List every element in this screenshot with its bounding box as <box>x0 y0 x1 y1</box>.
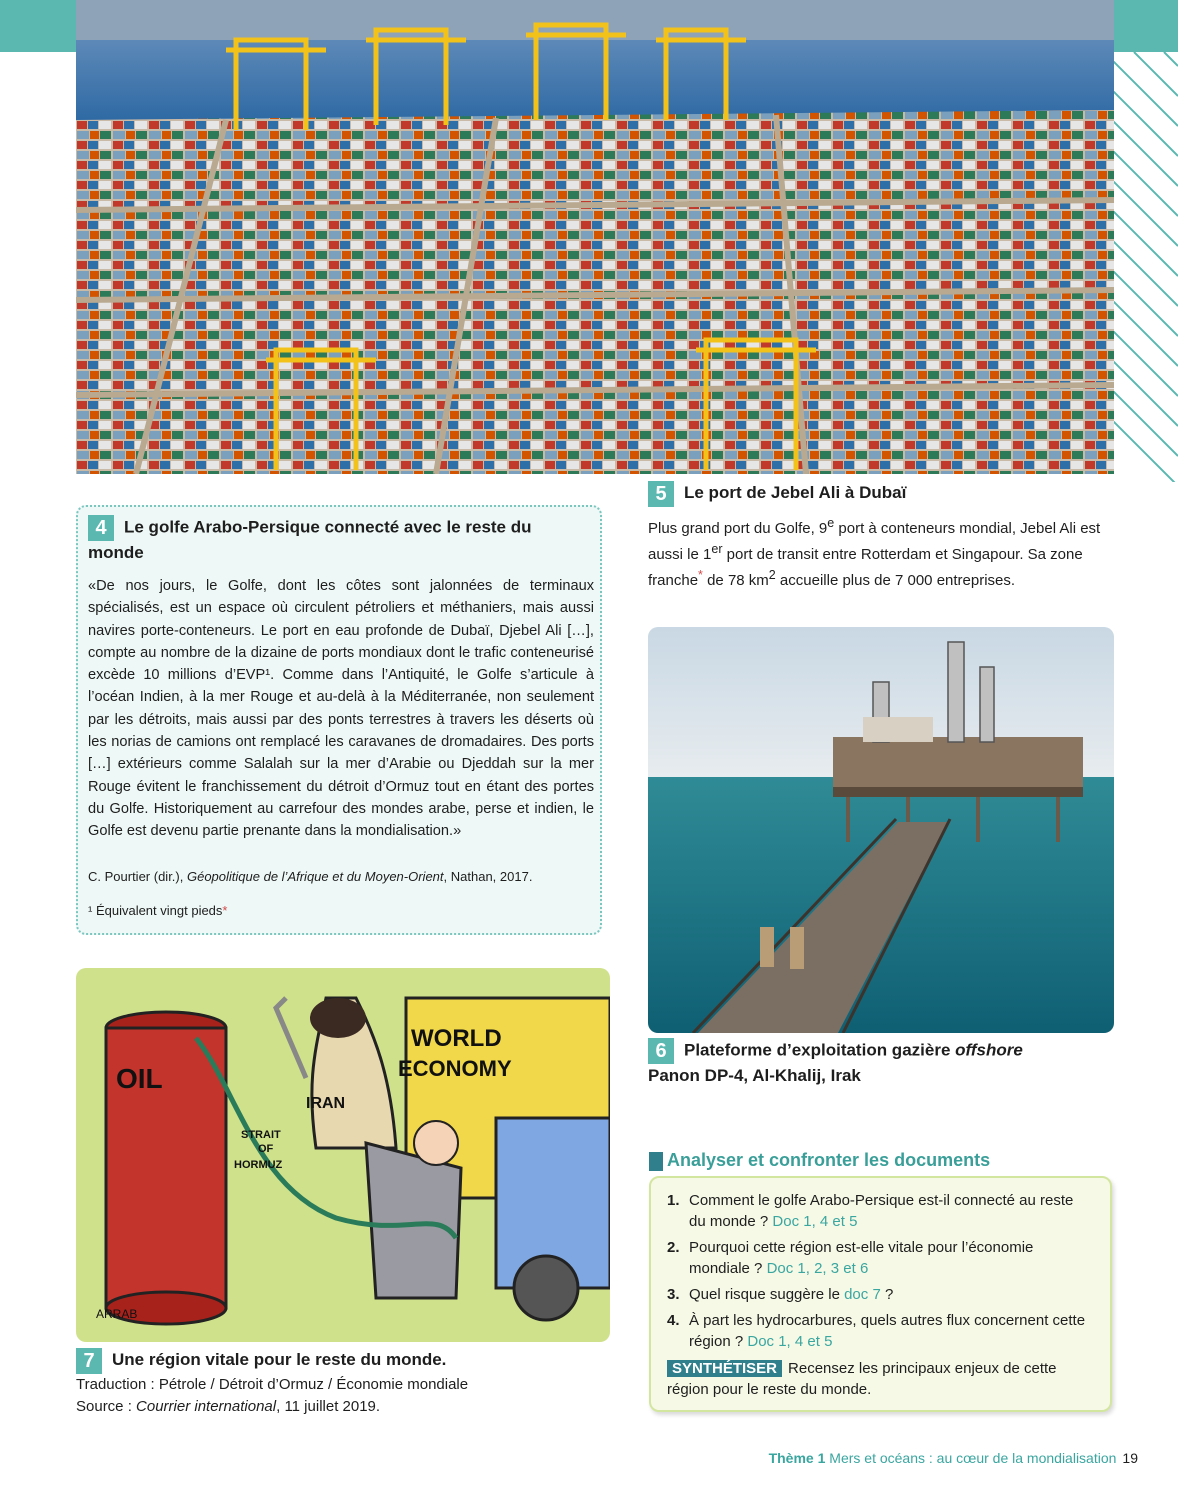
doc4-title-row <box>88 515 588 565</box>
cartoon-hormuz-label: HORMUZ <box>234 1159 283 1171</box>
doc5-number: 5 <box>648 481 674 507</box>
doc6-subtitle: Panon DP-4, Al-Khalij, Irak <box>648 1066 861 1085</box>
analyse-section <box>649 1150 1112 1412</box>
cartoon-of-label: OF <box>258 1143 274 1155</box>
synthesis-tag: SYNTHÉTISER <box>667 1360 782 1377</box>
page-footer: Thème 1 Mers et océans : au cœur de la mondialisation 19 <box>768 1450 1138 1466</box>
stripe-decor <box>1114 52 1178 482</box>
port-photo <box>76 0 1114 474</box>
doc5-title: Le port de Jebel Ali à Dubaï <box>684 483 907 503</box>
doc7-caption <box>76 1348 606 1418</box>
cartoon-strait-label: STRAIT <box>241 1129 281 1141</box>
doc5-text: Plus grand port du Golfe, 9e port à conteneurs mondial, Jebel Ali est aussi le 1er port de transit entre Rotterdam et Singapour. Sa zone franche* de 78 $km^2$ accueille plus de 7 000 entreprises. <box>648 516 1101 589</box>
doc6-title-italic: offshore <box>955 1040 1023 1060</box>
offshore-platform-photo <box>648 627 1114 1033</box>
analyse-heading: Analyser et confronter les documents <box>649 1150 1112 1172</box>
doc7-translation: Traduction : Pétrole / Détroit d’Ormuz / Économie mondiale <box>76 1376 469 1393</box>
flag-icon <box>649 1152 663 1171</box>
doc4-title: Le golfe Arabo-Persique connecté avec le reste du monde <box>88 517 532 562</box>
cartoon-signature: ARRAB <box>96 1307 138 1321</box>
doc7-number: 7 <box>76 1348 102 1374</box>
synthesis: SYNTHÉTISER Recensez les principaux enjeux de cette région pour le reste du monde. <box>667 1360 1057 1398</box>
doc4-box <box>76 505 602 935</box>
doc7-title: Une région vitale pour le reste du monde. <box>112 1350 447 1370</box>
doc5-caption <box>648 481 1114 591</box>
corner-decor-left <box>0 0 76 52</box>
question-1: 1. Comment le golfe Arabo-Persique est-il connecté au reste du monde ? Doc 1, 4 et 5 <box>667 1192 1074 1230</box>
doc4-quote: «De nos jours, le Golfe, dont les côtes sont jalonnées de terminaux spécialisés, est un espace où circulent pétroliers et méthaniers, mais aussi navires porte-conteneurs. Le port en eau profonde de Dubaï, Djebel Ali […], compte au nombre de la dizaine de ports mondiaux dont le trafic conteneurisé excède 10 millions d’EVP¹. Comme dans l’Antiquité, le Golfe s’articule à l’océan Indien, à la mer Rouge et au-delà à la Méditerranée, non seulement par les détroits, mais aussi par des ponts terrestres à travers les déserts où les norias de camions ont remplacé les caravanes de dromadaires. Des ports […] extérieurs comme Salalah sur la mer d’Arabie ou Djeddah sur la mer Rouge évitent le franchissement du détroit d’Ormuz tout en étant des portes du Golfe. Historiquement au carrefour des mondes arabe, perse et indien, le Golfe est devenu partie prenante dans la mondialisation.» <box>88 578 594 840</box>
doc6-caption <box>648 1038 1114 1088</box>
doc4-number: 4 <box>88 515 114 541</box>
question-2: 2. Pourquoi cette région est-elle vitale pour l’économie mondiale ? Doc 1, 2, 3 et 6 <box>667 1239 1034 1277</box>
doc7-source: Source : Courrier international, 11 juillet 2019. <box>76 1398 381 1415</box>
question-4: 4. À part les hydrocarbures, quels autres flux concernent cette région ? Doc 1, 4 et 5 <box>667 1312 1086 1350</box>
cartoon-economy-label: ECONOMY <box>398 1056 512 1081</box>
doc4-source: C. Pourtier (dir.), Géopolitique de l’Afrique et du Moyen-Orient, Nathan, 2017. <box>88 869 533 884</box>
cartoon-iran-label: IRAN <box>306 1095 346 1112</box>
cartoon-oil-label: OIL <box>116 1063 163 1094</box>
page-number: 19 <box>1122 1450 1138 1466</box>
doc6-title: Plateforme d’exploitation gazière <box>684 1040 956 1060</box>
corner-decor-right <box>1114 0 1178 52</box>
doc6-number: 6 <box>648 1038 674 1064</box>
cartoon-world-label: WORLD <box>411 1025 502 1052</box>
questions-box <box>649 1176 1112 1412</box>
cartoon-image <box>76 968 610 1342</box>
doc4-footnote: ¹ Équivalent vingt pieds* <box>88 903 228 918</box>
question-3: 3. Quel risque suggère le doc 7 ? <box>667 1286 894 1303</box>
